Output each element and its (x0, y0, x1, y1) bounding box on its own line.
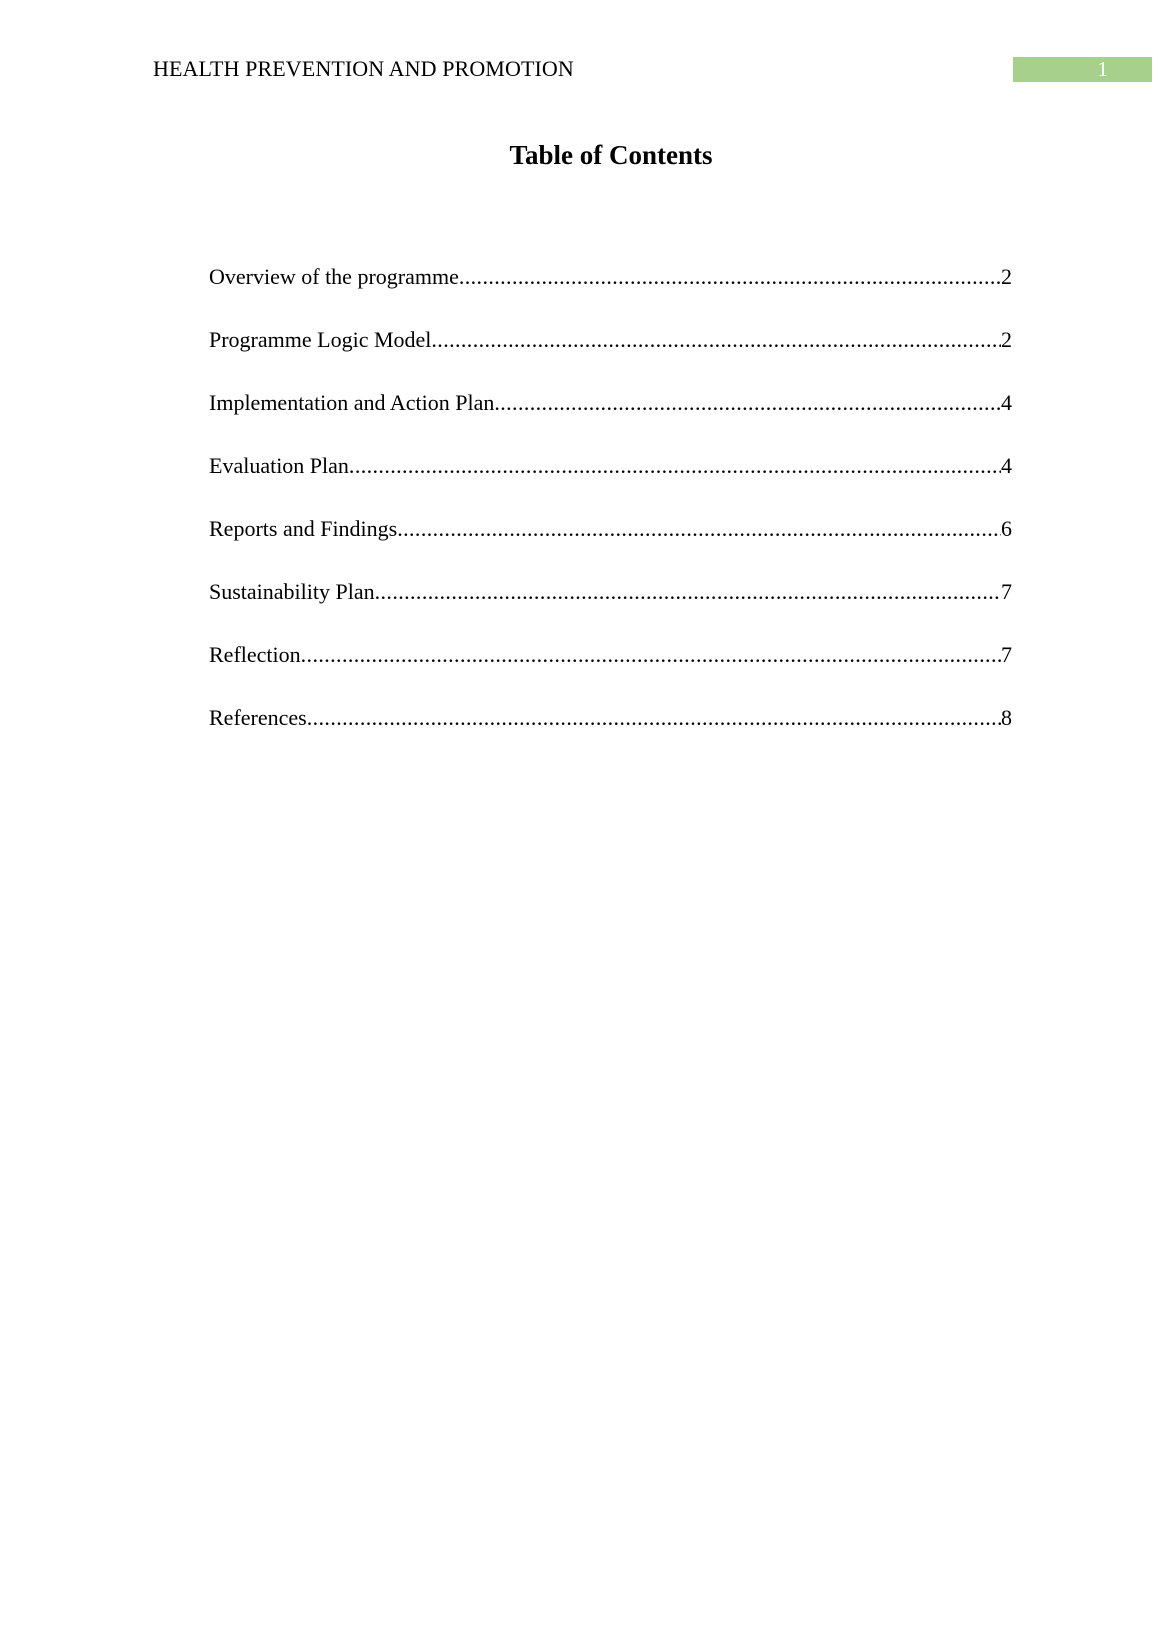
toc-entry-label: Evaluation Plan (209, 453, 349, 478)
toc-entry-implementation[interactable] (209, 390, 1012, 453)
toc-entry-page: 6 (1001, 516, 1012, 541)
toc-leader-dots (431, 327, 1001, 353)
toc-entry-label: Programme Logic Model (209, 327, 432, 352)
toc-entry-page: 2 (1001, 264, 1012, 289)
toc-entry-label: Reflection (209, 642, 301, 667)
toc-leader-dots (301, 642, 1001, 668)
toc-leader-dots (349, 453, 1001, 479)
toc-entry-page: 8 (1001, 705, 1012, 730)
running-head: HEALTH PREVENTION AND PROMOTION (153, 56, 574, 81)
toc-entry-label: Implementation and Action Plan (209, 390, 495, 415)
toc-leader-dots (375, 579, 1001, 605)
toc-entry-page: 2 (1001, 327, 1012, 352)
toc-entry-references[interactable] (209, 705, 1012, 768)
toc-entry-page: 7 (1001, 642, 1012, 667)
page-number-box (1013, 57, 1152, 82)
toc-entry-sustainability[interactable] (209, 579, 1012, 642)
toc-entry-reports[interactable] (209, 516, 1012, 579)
toc-leader-dots (307, 705, 1001, 731)
toc-entry-reflection[interactable] (209, 642, 1012, 705)
toc-leader-dots (397, 516, 1001, 542)
toc-leader-dots (459, 264, 1001, 290)
toc-entry-label: References (209, 705, 307, 730)
toc-list (209, 264, 1012, 768)
toc-entry-page: 7 (1001, 579, 1012, 604)
toc-entry-page: 4 (1001, 390, 1012, 415)
toc-entry-label: Reports and Findings (209, 516, 398, 541)
toc-entry-page: 4 (1001, 453, 1012, 478)
toc-entry-label: Sustainability Plan (209, 579, 375, 604)
toc-leader-dots (494, 390, 1001, 416)
toc-entry-evaluation[interactable] (209, 453, 1012, 516)
toc-entry-logic-model[interactable] (209, 327, 1012, 390)
page-number: 1 (1097, 57, 1108, 81)
toc-title: Table of Contents (509, 140, 713, 170)
toc-entry-overview[interactable] (209, 264, 1012, 327)
toc-entry-label: Overview of the programme (209, 264, 459, 289)
